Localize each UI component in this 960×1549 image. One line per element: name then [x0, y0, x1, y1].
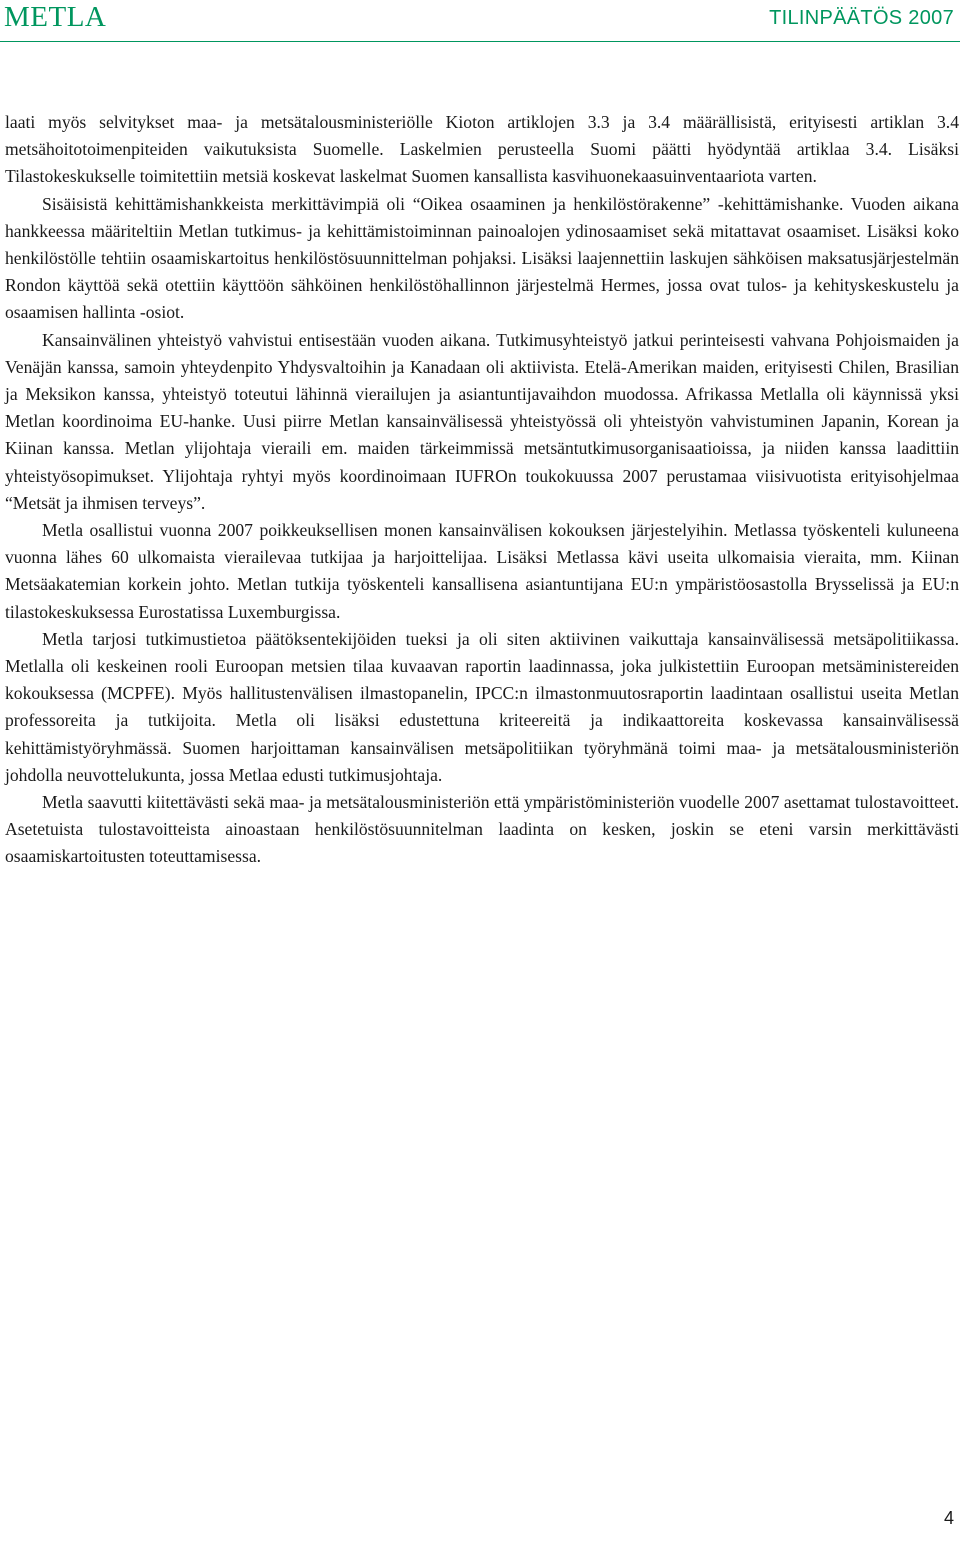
- paragraph-continued: laati myös selvitykset maa- ja metsätalousministeriölle Kioton artiklojen 3.3 ja 3.4 määrällisistä, erityisesti artiklan 3.4 metsähoitotoimenpiteiden vaikutuksista Suomelle. Laskelmien perusteella Suomi päätti hyödyntää artiklaa 3.4. Lisäksi Tilastokeskukselle toimitettiin metsiä koskevat laskelmat Suomen kansallista kasvihuonekaasuinventaariota varten.: [5, 112, 959, 187]
- body-text: [5, 109, 959, 871]
- paragraph: Kansainvälinen yhteistyö vahvistui entisestään vuoden aikana. Tutkimusyhteistyö jatkui perinteisesti vahvana Pohjoismaiden ja Venäjän kanssa, samoin yhteydenpito Yhdysvaltoihin ja Kanadaan oli aktiivista. Etelä-Amerikan maiden, erityisesti Chilen, Brasilian ja Meksikon kanssa, yhteistyö toteutui lähinnä vierailujen ja asiantuntijavaihdon muodossa. Afrikassa Metlalla oli käynnissä yksi Metlan koordinoima EU-hanke. Uusi piirre Metlan kansainvälisessä yhteistyössä oli yhteistyön vahvistuminen Japanin, Korean ja Kiinan kanssa. Metlan ylijohtaja vieraili em. maiden tärkeimmissä metsäntutkimusorganisaatioissa, ja niiden kanssa laadittiin yhteistyösopimukset. Ylijohtaja ryhtyi myös koordinoimaan IUFROn toukokuussa 2007 perustamaa viisivuotista erityisohjelmaa “Metsät ja ihmisen terveys”.: [5, 329, 959, 513]
- header-divider: [0, 41, 960, 42]
- paragraph: Metla saavutti kiitettävästi sekä maa- ja metsätalousministeriön että ympäristöministeriön vuodelle 2007 asettamat tulostavoitteet. Asetetuista tulostavoitteista ainoastaan henkilöstösuunnitelman laadinta on kesken, joskin se eteni varsin merkittävästi osaamiskartoitusten toteuttamisessa.: [5, 792, 959, 867]
- paragraph: Metla osallistui vuonna 2007 poikkeuksellisen monen kansainvälisen kokouksen järjestelyihin. Metlassa työskenteli kuluneena vuonna lähes 60 ulkomaista vierailevaa tutkijaa ja harjoittelijaa. Lisäksi Metlassa kävi useita ulkomaisia vieraita, mm. Kiinan Metsäakatemian korkein johto. Metlan tutkija työskenteli kansallisena asiantuntijana EU:n ympäristöosastolla Brysselissä ja EU:n tilastokeskuksessa Eurostatissa Luxemburgissa.: [5, 520, 959, 622]
- paragraph: Sisäisistä kehittämishankkeista merkittävimpiä oli “Oikea osaaminen ja henkilöstörakenne” -kehittämishanke. Vuoden aikana hankkeessa määriteltiin Metlan tutkimus- ja kehittämistoiminnan painoalojen ydinosaamiset sekä mitattavat osaamiset. Lisäksi koko henkilöstölle tehtiin osaamiskartoitus henkilöstösuunnittelman pohjaksi. Lisäksi laajennettiin laskujen sähköisen maksatusjärjestelmän Rondon käyttöä sekä otettiin käyttöön sähköinen henkilöstöhallinnon järjestelmä Hermes, jossa ovat tulos- ja kehityskeskustelu ja osaamisen hallinta -osiot.: [5, 193, 959, 323]
- brand-logo-text: METLA: [4, 1, 107, 33]
- page-number: 4: [943, 1508, 954, 1528]
- report-title: TILINPÄÄTÖS 2007: [769, 7, 954, 29]
- paragraph: Metla tarjosi tutkimustietoa päätöksentekijöiden tueksi ja oli siten aktiivinen vaikuttaja kansainvälisessä metsäpolitiikassa. Metlalla oli keskeinen rooli Euroopan metsien tilaa kuvaavan raportin laadinnassa, joka julkistettiin Euroopan metsäministereiden kokouksessa (MCPFE). Myös hallitustenvälisen ilmastopanelin, IPCC:n ilmastonmuutosraportin laadintaan osallistui useita Metlan professoreita ja tutkijoita. Metla oli lisäksi edustettuna kriteereitä ja indikaattoreita koskevassa kansainvälisessä kehittämistyöryhmässä. Suomen harjoittaman kansainvälisen metsäpolitiikan työryhmänä toimi maa- ja metsätalousministeriön johdolla neuvottelukunta, jossa Metlaa edusti tutkimusjohtaja.: [5, 628, 959, 785]
- page-header: [0, 0, 960, 42]
